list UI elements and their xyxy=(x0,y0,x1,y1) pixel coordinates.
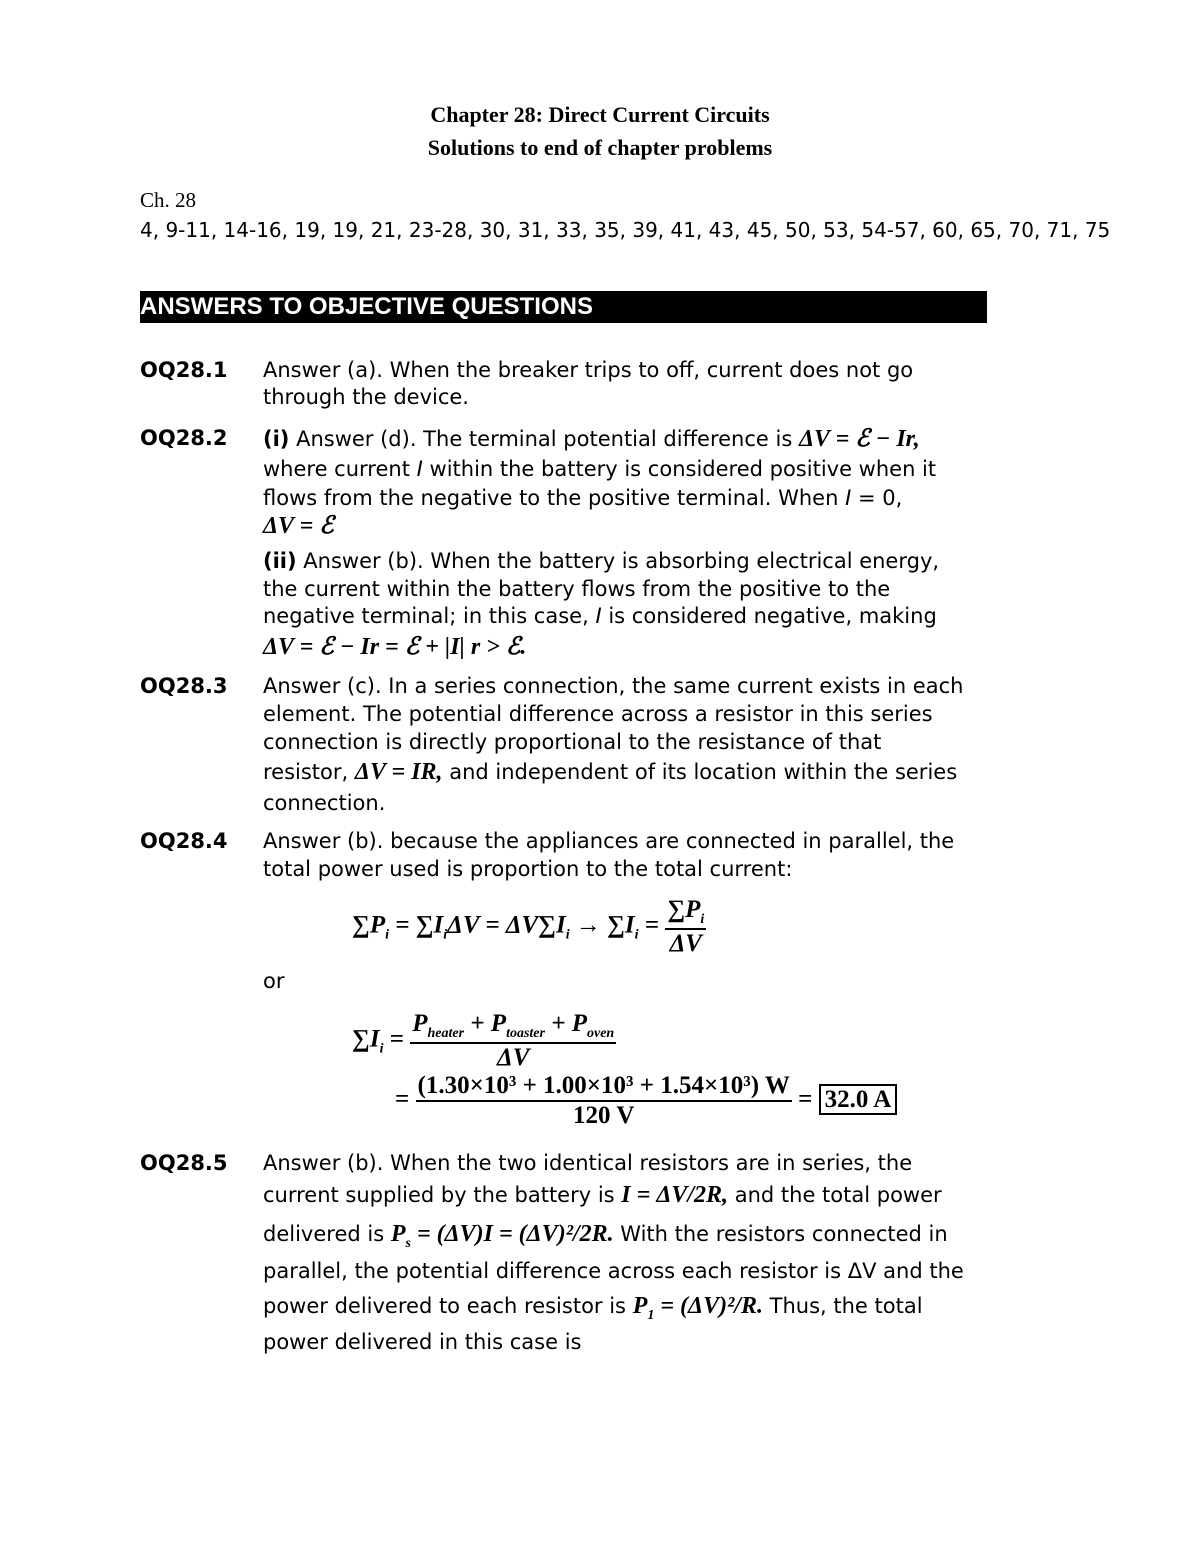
oq5-line-2: current supplied by the battery is I = ΔV/2R, and the total power xyxy=(263,1182,942,1208)
equation-current-sum: $\sum I_i$ = $\frac{P_{heater} + P_{toaster} + P_{oven}}{\Delta V}$ xyxy=(352,1010,615,1071)
oq5-line-1: Answer (b). When the two identical resistors are in series, the xyxy=(263,1151,913,1175)
eq3-fraction: $\frac{\text{(1.30×10³ + 1.00×10³ + 1.54×10³) W}}{120 V}$ xyxy=(417,1072,790,1129)
boxed-answer: 32.0 A xyxy=(819,1084,898,1115)
var-current-i: I xyxy=(595,604,602,628)
oq2-line-3b: = 0, xyxy=(857,486,903,510)
eq1-mid: = ∑I xyxy=(395,911,444,939)
oq3-line-4b: and independent of its location within the series xyxy=(449,760,958,784)
oq5-line-5: power delivered to each resistor is $P_1 = (\Delta V)^2/R$. Thus, the total xyxy=(263,1293,923,1323)
problem-list: 4, 9-11, 14-16, 19, 19, 21, 23-28, 30, 31, 33, 35, 39, 41, 43, 45, 50, 53, 54-57, 60, 65, 70, 71, 75 xyxy=(140,218,1111,242)
oq2-line-6b: is considered negative, making xyxy=(608,604,937,628)
eq1-fraction: $\frac{\sum P_i}{\Delta V}$ xyxy=(667,896,705,957)
section-heading: ANSWERS TO OBJECTIVE QUESTIONS xyxy=(140,291,987,323)
eq2-fraction: $\frac{P_{heater} + P_{toaster} + P_{oven}}{\Delta V}$ xyxy=(412,1010,615,1071)
oq3-line-2: element. The potential difference across a resistor in this series xyxy=(263,702,933,726)
equation-power-sum: $\sum P_i = \sum I_i\Delta V = \Delta V\sum I_i \to \sum I_i$ = $\frac{\sum P_i}{\Delta V}$ xyxy=(352,896,705,957)
equation-series-power: $P_s = (\Delta V)I = (\Delta V)^2/2R$. xyxy=(390,1221,614,1251)
oq2-line-6 xyxy=(263,604,937,628)
question-label-oq28-2: OQ28.2 xyxy=(140,426,228,450)
oq3-line-4 xyxy=(263,759,957,786)
question-label-oq28-1: OQ28.1 xyxy=(140,358,228,382)
eq1-mid2: ΔV = ΔV∑I xyxy=(447,911,566,939)
oq2-line-1-text: Answer (d). The terminal potential difference is xyxy=(296,427,793,451)
oq3-line-3: connection is directly proportional to the resistance of that xyxy=(263,730,882,754)
oq2-eq-2 xyxy=(263,511,334,540)
equation-ohms-law: ΔV = IR, xyxy=(354,759,443,785)
var-current-i: I xyxy=(845,486,852,510)
oq2-line-1 xyxy=(263,424,920,453)
equation-terminal-voltage: ΔV = ℰ − Ir, xyxy=(798,426,920,452)
oq2-line-4 xyxy=(263,549,939,573)
oq2-line-2 xyxy=(263,457,936,481)
part-i-marker: (i) xyxy=(263,427,290,451)
oq2-line-6a: negative terminal; in this case, xyxy=(263,604,589,628)
eq1-arrow: → ∑I xyxy=(575,911,635,939)
equation-series-current: I = ΔV/2R, xyxy=(621,1182,729,1208)
equation-charging: ΔV = ℰ − Ir = ℰ + |I| r > ℰ. xyxy=(263,634,527,660)
oq3-line-5: connection. xyxy=(263,791,386,815)
document-title: Chapter 28: Direct Current Circuits xyxy=(430,102,770,127)
oq2-line-4-text: Answer (b). When the battery is absorbing electrical energy, xyxy=(303,549,940,573)
oq2-line-5: the current within the battery flows from the positive to the xyxy=(263,577,891,601)
oq4-or: or xyxy=(263,969,285,993)
var-current-i: I xyxy=(416,457,423,481)
oq2-line-2b: within the battery is considered positive when it xyxy=(429,457,937,481)
question-label-oq28-4: OQ28.4 xyxy=(140,829,228,853)
oq3-line-4a: resistor, xyxy=(263,760,349,784)
oq2-eq-3 xyxy=(263,632,526,661)
question-label-oq28-3: OQ28.3 xyxy=(140,674,228,698)
chapter-label: Ch. 28 xyxy=(140,188,197,212)
oq1-line-1: Answer (a). When the breaker trips to off, current does not go xyxy=(263,358,914,382)
oq4-line-2: total power used is proportion to the total current: xyxy=(263,857,793,881)
oq1-line-2: through the device. xyxy=(263,385,469,409)
oq5-line-6: power delivered in this case is xyxy=(263,1330,582,1354)
equation-parallel-power: $P_1 = (\Delta V)^2/R$. xyxy=(632,1293,763,1323)
document-subtitle: Solutions to end of chapter problems xyxy=(427,135,773,160)
oq2-line-3a: flows from the negative to the positive terminal. When xyxy=(263,486,839,510)
oq5-line-3: delivered is $P_s = (\Delta V)I = (\Delta V)^2/2R$. With the resistors connected in xyxy=(263,1221,948,1251)
equation-current-value: = $\frac{\text{(1.30×10³ + 1.00×10³ + 1.54×10³) W}}{120 V}$ = 32.0 A xyxy=(395,1072,897,1130)
equation-open-circuit: ΔV = ℰ xyxy=(263,513,334,539)
eq1-left: ∑P xyxy=(352,911,386,939)
oq3-line-1: Answer (c). In a series connection, the same current exists in each xyxy=(263,674,964,698)
oq4-line-1: Answer (b). because the appliances are connected in parallel, the xyxy=(263,829,955,853)
oq5-line-4: parallel, the potential difference across each resistor is ΔV and the xyxy=(263,1259,964,1283)
oq2-line-3 xyxy=(263,486,902,510)
oq2-line-2a: where current xyxy=(263,457,410,481)
question-label-oq28-5: OQ28.5 xyxy=(140,1151,228,1175)
part-ii-marker: (ii) xyxy=(263,549,297,573)
